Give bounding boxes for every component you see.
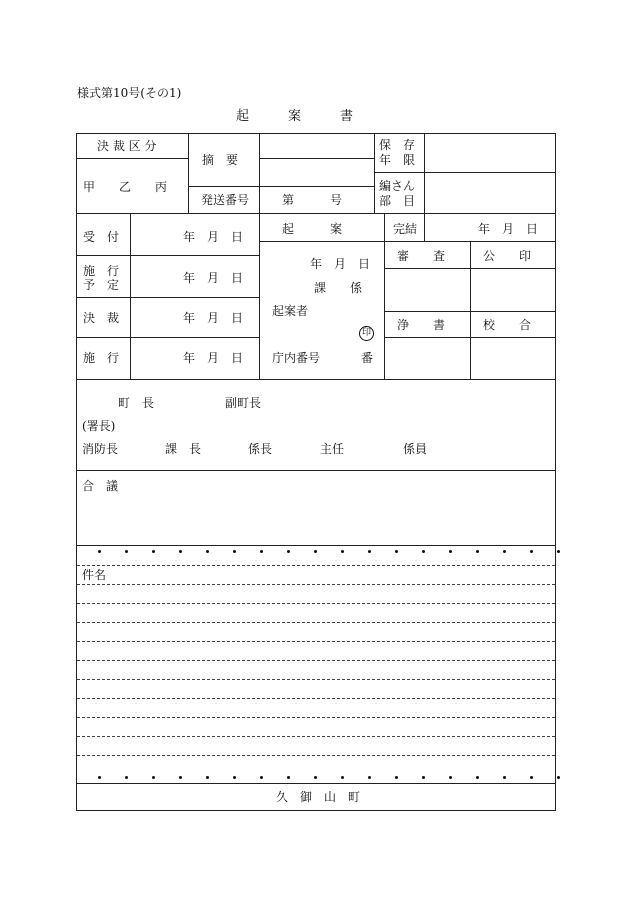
dot-mark (179, 550, 182, 553)
dot-mark (98, 550, 101, 553)
dot-mark (395, 550, 398, 553)
dot-mark (530, 776, 533, 779)
dot-mark (341, 776, 344, 779)
kessai-date: 年 月 日 (183, 311, 244, 325)
divider (76, 337, 259, 338)
divider (424, 213, 425, 241)
kian-label: 起 案 (282, 222, 343, 236)
kian-date: 年 月 日 (310, 257, 371, 271)
hasso-bango-label: 発送番号 (201, 193, 250, 207)
shiko-yotei-label-1: 施 行 (83, 264, 120, 278)
seal-mark: 印 (359, 326, 374, 341)
dot-mark (449, 776, 452, 779)
dot-mark (206, 776, 209, 779)
dot-mark (476, 776, 479, 779)
shiko-label: 施 行 (83, 351, 120, 365)
dot-mark (206, 550, 209, 553)
divider (76, 255, 259, 256)
dashed-line (77, 736, 555, 737)
dot-mark (287, 550, 290, 553)
uketsuke-date: 年 月 日 (183, 230, 244, 244)
dot-mark (233, 776, 236, 779)
dot-mark (98, 776, 101, 779)
divider (384, 268, 555, 269)
dot-mark (152, 776, 155, 779)
divider (470, 241, 471, 379)
ka-kakari-label: 課 係 (314, 281, 363, 295)
dashed-line (77, 622, 555, 623)
divider (374, 133, 375, 214)
dashed-line (77, 698, 555, 699)
divider (384, 337, 555, 338)
chocho-label: 町 長 (118, 396, 155, 410)
kogo-label: 校 合 (483, 318, 532, 332)
dot-mark (125, 776, 128, 779)
hozon-label-1: 保 存 (379, 138, 416, 152)
divider (424, 133, 425, 214)
divider (130, 213, 131, 379)
dashed-line (77, 660, 555, 661)
ban-label: 番 (361, 351, 374, 365)
kacho-label: 課 長 (165, 442, 202, 456)
dot-mark (260, 776, 263, 779)
chonai-bango-label: 庁内番号 (272, 351, 321, 365)
divider (188, 186, 374, 187)
dot-mark (368, 776, 371, 779)
hensan-label-2: 部 目 (379, 194, 416, 208)
divider (188, 133, 189, 214)
kakariin-label: 係員 (403, 442, 428, 456)
dot-mark (341, 550, 344, 553)
tekiyo-label: 摘 要 (202, 153, 239, 167)
shiko-yotei-label-2: 予 定 (83, 278, 120, 292)
divider (76, 213, 556, 214)
divider (259, 158, 374, 159)
frame-top (76, 133, 556, 134)
dot-mark (314, 550, 317, 553)
dai-go-label: 第 号 (282, 193, 343, 207)
shinsa-label: 審 査 (397, 249, 446, 263)
hensan-label-1: 編さん (379, 179, 416, 193)
form-number: 様式第10号(その1) (77, 86, 182, 100)
dot-mark (125, 550, 128, 553)
divider (76, 470, 556, 471)
dashed-line (77, 584, 555, 585)
hozon-label-2: 年 限 (379, 153, 416, 167)
divider (374, 172, 555, 173)
dashed-line (77, 641, 555, 642)
dot-mark (233, 550, 236, 553)
shiko-date: 年 月 日 (183, 351, 244, 365)
shocho-label: (署長) (82, 419, 116, 433)
koo-hei-label: 甲 乙 丙 (83, 180, 168, 194)
dashed-line (77, 679, 555, 680)
dot-mark (314, 776, 317, 779)
dot-mark (368, 550, 371, 553)
footer-municipality: 久 御 山 町 (276, 790, 361, 804)
josho-label: 浄 書 (397, 318, 446, 332)
divider (76, 783, 556, 784)
kessai-label: 決 裁 (83, 311, 120, 325)
koin-label: 公 印 (483, 249, 532, 263)
divider (259, 241, 555, 242)
page-title: 起 案 書 (236, 109, 354, 124)
dashed-line (77, 755, 555, 756)
dot-mark (179, 776, 182, 779)
divider (76, 158, 188, 159)
divider (76, 545, 556, 546)
divider (259, 133, 260, 214)
dot-mark (152, 550, 155, 553)
dot-mark (449, 550, 452, 553)
kakaricho-label: 係長 (248, 442, 273, 456)
dot-mark (395, 776, 398, 779)
shiko-yotei-date: 年 月 日 (183, 271, 244, 285)
dot-mark (422, 776, 425, 779)
kenmei-label: 件名 (82, 568, 107, 582)
divider (384, 213, 385, 379)
dashed-line (77, 565, 555, 566)
fukuchocho-label: 副町長 (225, 396, 262, 410)
dot-mark (422, 550, 425, 553)
frame-left (76, 133, 77, 811)
frame-bottom (76, 810, 556, 811)
divider (384, 311, 555, 312)
dashed-line (77, 603, 555, 604)
gogi-label: 合 議 (82, 479, 119, 493)
shobocho-label: 消防長 (82, 442, 119, 456)
divider (76, 297, 259, 298)
kanketsu-label: 完結 (393, 222, 418, 236)
dot-mark (503, 550, 506, 553)
shunin-label: 主任 (320, 442, 345, 456)
kanketsu-date: 年 月 日 (478, 222, 539, 236)
dot-mark (476, 550, 479, 553)
divider (259, 213, 260, 379)
dot-mark (287, 776, 290, 779)
dot-mark (557, 550, 560, 553)
frame-right (555, 133, 556, 811)
dot-mark (503, 776, 506, 779)
dashed-line (77, 717, 555, 718)
dot-mark (260, 550, 263, 553)
dot-mark (557, 776, 560, 779)
kiansha-label: 起案者 (272, 304, 309, 318)
divider (76, 379, 556, 380)
kessai-kubun-label: 決 裁 区 分 (97, 139, 157, 153)
dot-mark (530, 550, 533, 553)
uketsuke-label: 受 付 (83, 230, 120, 244)
